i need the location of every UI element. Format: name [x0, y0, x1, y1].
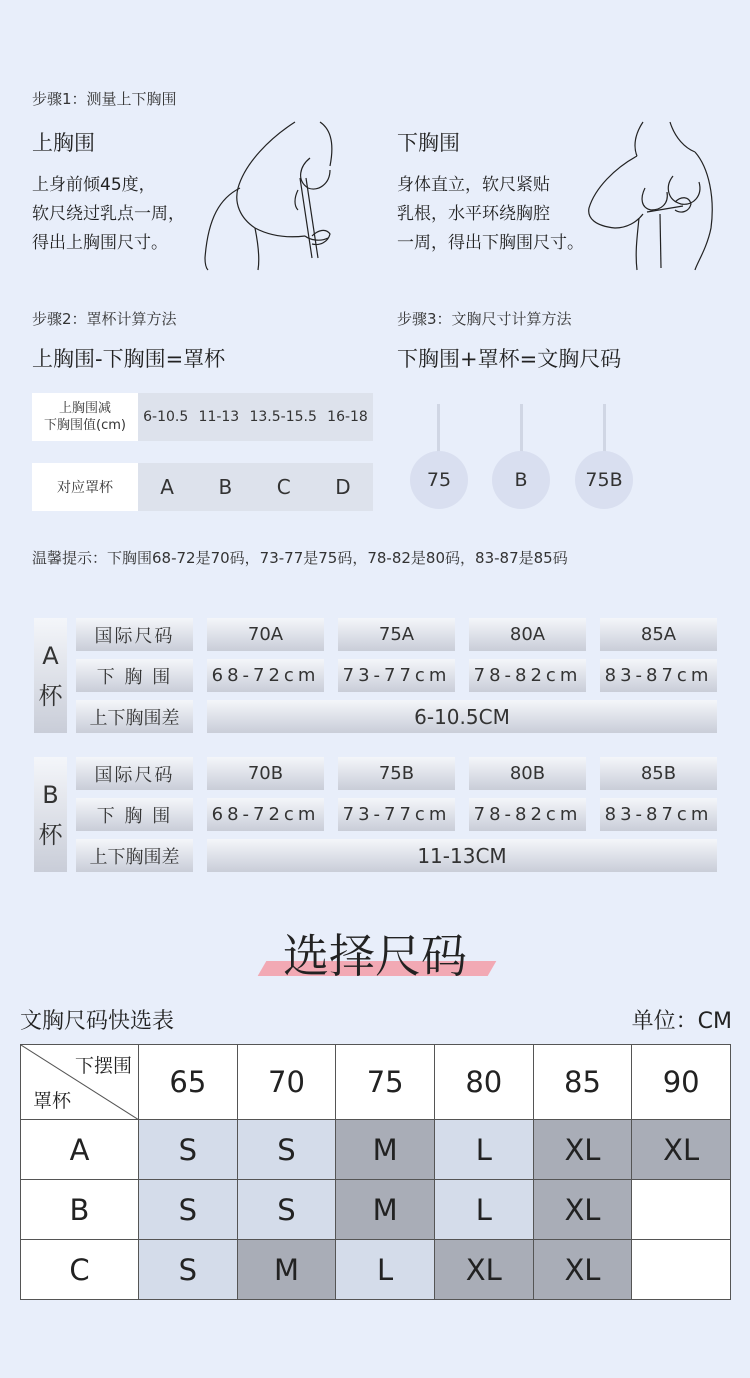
circle-size: 75B [575, 451, 633, 509]
underbust-cell: 73-77cm [338, 798, 455, 831]
size-cell: 80B [469, 757, 586, 790]
cup-value: A [160, 475, 174, 499]
size-value [632, 1240, 731, 1300]
cup-value: B [218, 475, 233, 499]
size-formula: 下胸围+罩杯=文胸尺码 [397, 347, 622, 371]
step2-label: 步骤2：罩杯计算方法 [32, 310, 177, 328]
size-cell: 75A [338, 618, 455, 651]
size-value: M [336, 1180, 435, 1240]
underbust-cell: 68-72cm [207, 659, 324, 692]
size-value: L [336, 1240, 435, 1300]
pendant-stem [520, 404, 523, 454]
size-value: XL [434, 1240, 533, 1300]
underbust-cell: 83-87cm [600, 659, 717, 692]
size-value: M [237, 1240, 336, 1300]
size-value: M [336, 1120, 435, 1180]
cup-values-row [138, 463, 373, 511]
step3-label: 步骤3：文胸尺寸计算方法 [397, 310, 572, 328]
diff-value: 6-10.5 [143, 409, 189, 425]
table-row [21, 1180, 731, 1240]
cup-formula: 上胸围-下胸围=罩杯 [32, 347, 226, 371]
lower-bust-title: 下胸围 [397, 131, 460, 155]
upper-bust-illustration [200, 118, 350, 273]
tip-text: 温馨提示：下胸围68-72是70码，73-77是75码，78-82是80码，83-87是85码 [32, 549, 568, 567]
unit-label: 单位：CM [631, 1009, 732, 1034]
cup-a-label: A 杯 [34, 618, 67, 733]
size-value: L [434, 1120, 533, 1180]
quick-table-title: 文胸尺码快选表 [20, 1009, 175, 1034]
size-cell: 85B [600, 757, 717, 790]
table-row [21, 1240, 731, 1300]
underbust-cell: 83-87cm [600, 798, 717, 831]
underbust-cell: 73-77cm [338, 659, 455, 692]
pendant-stem [437, 404, 440, 454]
lower-bust-text: 身体直立，软尺紧贴 乳根，水平环绕胸腔 一周，得出下胸围尺寸。 [397, 175, 584, 253]
size-cell: 70A [207, 618, 324, 651]
size-value: S [139, 1180, 238, 1240]
size-value: L [434, 1180, 533, 1240]
cup-value: C [276, 475, 291, 499]
diff-values-row [138, 393, 373, 441]
row-cup: C [21, 1240, 139, 1300]
diff-label-cell: 上胸围减 下胸围值(cm) [32, 393, 138, 441]
underbust-cell: 78-82cm [469, 659, 586, 692]
size-value: S [139, 1240, 238, 1300]
lower-bust-illustration [585, 118, 725, 273]
upper-bust-text: 上身前倾45度， 软尺绕过乳点一周， 得出上胸围尺寸。 [32, 175, 185, 253]
diff-value: 11-13 [198, 409, 240, 425]
column-header: 75 [336, 1045, 435, 1120]
table-row [21, 1120, 731, 1180]
row-cup: A [21, 1120, 139, 1180]
diff-value: 16-18 [327, 409, 368, 425]
size-quick-table [20, 1044, 731, 1300]
row-label-intl-size: 国际尺码 [76, 757, 193, 790]
size-cell: 85A [600, 618, 717, 651]
size-cell: 70B [207, 757, 324, 790]
column-header: 90 [632, 1045, 731, 1120]
circle-underbust: 75 [410, 451, 468, 509]
diff-cell: 11-13CM [207, 839, 717, 872]
cup-label-cell: 对应罩杯 [32, 463, 138, 511]
column-header: 80 [434, 1045, 533, 1120]
column-header: 70 [237, 1045, 336, 1120]
circle-cup: B [492, 451, 550, 509]
upper-bust-title: 上胸围 [32, 131, 95, 155]
row-label-intl-size: 国际尺码 [76, 618, 193, 651]
row-label-underbust: 下 胸 围 [76, 798, 193, 831]
row-label-diff: 上下胸围差 [76, 700, 193, 733]
corner-cell [21, 1045, 139, 1120]
row-label-diff: 上下胸围差 [76, 839, 193, 872]
select-size-title: 选择尺码 [283, 929, 467, 983]
cup-b-label: B 杯 [34, 757, 67, 872]
size-value: XL [533, 1180, 632, 1240]
diff-cell: 6-10.5CM [207, 700, 717, 733]
underbust-cell: 68-72cm [207, 798, 324, 831]
underbust-cell: 78-82cm [469, 798, 586, 831]
size-value: S [237, 1180, 336, 1240]
size-value: XL [533, 1120, 632, 1180]
row-cup: B [21, 1180, 139, 1240]
size-value: XL [533, 1240, 632, 1300]
pendant-stem [603, 404, 606, 454]
diff-value: 13.5-15.5 [249, 409, 317, 425]
corner-bottom-label: 罩杯 [33, 1090, 72, 1112]
step1-label: 步骤1：测量上下胸围 [32, 90, 177, 108]
table-header-row [21, 1045, 731, 1120]
size-value: S [139, 1120, 238, 1180]
cup-value: D [335, 475, 351, 499]
size-value: XL [632, 1120, 731, 1180]
row-label-underbust: 下 胸 围 [76, 659, 193, 692]
column-header: 65 [139, 1045, 238, 1120]
size-cell: 75B [338, 757, 455, 790]
size-cell: 80A [469, 618, 586, 651]
corner-top-label: 下摆围 [74, 1055, 132, 1077]
column-header: 85 [533, 1045, 632, 1120]
size-value [632, 1180, 731, 1240]
size-value: S [237, 1120, 336, 1180]
